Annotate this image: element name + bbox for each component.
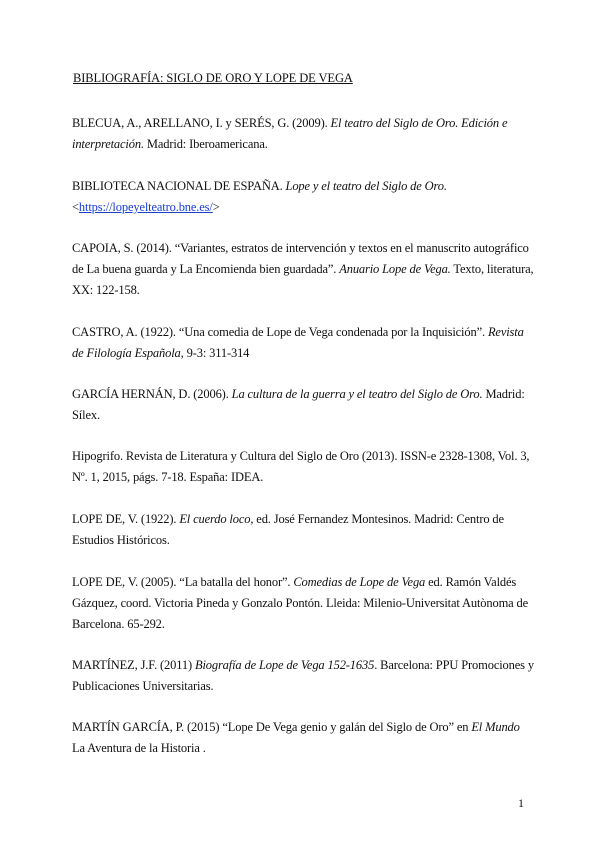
- entry-title: El Mundo: [471, 720, 520, 734]
- entry-text: Madrid: Sílex.: [72, 387, 525, 422]
- bibliography-entry-martin-garcia: [72, 717, 534, 759]
- entry-title: La cultura de la guerra y el teatro del Siglo de Oro.: [231, 387, 483, 401]
- bibliography-entry-lope-2005: [72, 572, 534, 635]
- entry-text: LOPE DE, V. (2005). “La batalla del honor”.: [72, 575, 294, 589]
- entry-text: BIBLIOTECA NACIONAL DE ESPAÑA.: [72, 179, 286, 193]
- entry-text: Madrid: Iberoamericana.: [143, 137, 268, 151]
- entry-text: GARCÍA HERNÁN, D. (2006).: [72, 387, 232, 401]
- entry-text: ed. José Fernandez Montesinos. Madrid: Centro de Estudios Históricos.: [72, 512, 504, 547]
- bibliography-entry-blecua: [72, 113, 534, 155]
- entry-text: , 9-3: 311-314: [180, 346, 250, 360]
- bibliography-entry-bne: [72, 176, 534, 218]
- entry-title: Comedias de Lope de Vega: [293, 575, 426, 589]
- bibliography-entry-castro: [72, 322, 534, 364]
- bne-link[interactable]: https://lopeyelteatro.bne.es/: [78, 200, 213, 214]
- bibliography-entry-hipogrifo: [72, 446, 534, 488]
- page-number: 1: [518, 796, 524, 810]
- entry-text: Hipogrifo. Revista de Literatura y Cultura del Siglo de Oro (2013). ISSN-e 2328-1308, Vol. 3, Nº. 1, 2015, págs. 7-18. España: IDEA.: [72, 449, 530, 484]
- entry-title: Revista de Filología Española: [72, 325, 524, 360]
- entry-title: Lope y el teatro del Siglo de Oro.: [285, 179, 447, 193]
- page-title: BIBLIOGRAFÍA: SIGLO DE ORO Y LOPE DE VEGA: [73, 71, 353, 85]
- entry-text: >: [212, 200, 220, 214]
- entry-text: CAPOIA, S. (2014). “Variantes, estratos de intervención y textos en el manuscrito autográfico de La buena guarda y La Encomienda bien guardada”.: [72, 241, 529, 276]
- entry-text: La Aventura de la Historia .: [72, 741, 206, 755]
- entry-text: CASTRO, A. (1922). “Una comedia de Lope de Vega condenada por la Inquisición”.: [72, 325, 488, 339]
- bibliography-entry-capoia: [72, 238, 534, 301]
- bibliography-entry-martinez: [72, 655, 534, 697]
- entry-title: Anuario Lope de Vega.: [339, 262, 451, 276]
- bibliography-entry-garcia-hernan: [72, 384, 534, 426]
- entry-text: <: [72, 200, 79, 214]
- entry-text: ed. Ramón Valdés Gázquez, coord. Victoria Pineda y Gonzalo Pontón. Lleida: Milenio-Universitat Autònoma de Barcelona. 65-292.: [72, 575, 529, 631]
- entry-text: Texto, literatura, XX: 122-158.: [72, 262, 534, 297]
- entry-title: Biografía de Lope de Vega 152-1635: [194, 658, 375, 672]
- entry-title: El cuerdo loco,: [179, 512, 254, 526]
- bibliography-entry-lope-1922: [72, 509, 534, 551]
- entry-title: El teatro del Siglo de Oro. Edición e interpretación.: [72, 116, 508, 151]
- entry-text: MARTÍNEZ, J.F. (2011): [72, 658, 195, 672]
- entry-text: . Barcelona: PPU Promociones y Publicaciones Universitarias.: [72, 658, 534, 693]
- entry-text: MARTÍN GARCÍA, P. (2015) “Lope De Vega genio y galán del Siglo de Oro” en: [72, 720, 472, 734]
- entry-text: BLECUA, A., ARELLANO, I. y SERÉS, G. (2009).: [72, 116, 331, 130]
- entry-text: LOPE DE, V. (1922).: [72, 512, 180, 526]
